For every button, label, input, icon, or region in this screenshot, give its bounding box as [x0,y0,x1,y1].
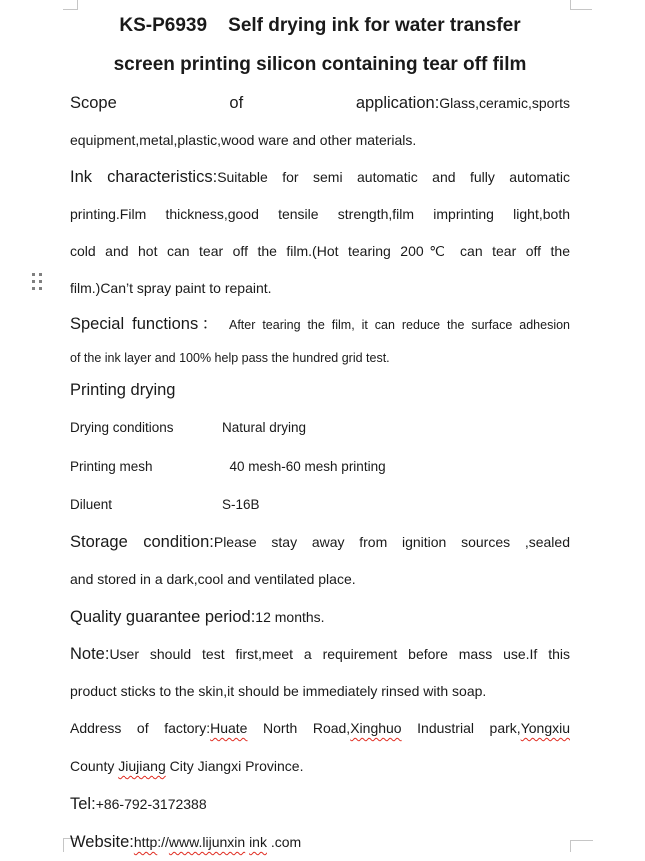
quality-guarantee-heading: Quality guarantee period: [70,608,256,626]
address-line-2 [70,747,570,785]
address-line2-prefix: County [70,758,115,774]
website-line [70,823,570,861]
ink-body-text-3: cold and hot can tear off the film.(Hot tearing 200℃ can tear off the [70,243,570,259]
drag-dot [32,273,35,276]
scope-body-text-2: equipment,metal,plastic,wood ware and other materials. [70,132,417,148]
note-body-text-1: User should test first,meet a requirement before mass use.If this [109,646,570,662]
special-functions-line-2 [70,343,570,372]
drag-dot [32,280,35,283]
drag-dot [39,287,42,290]
website-url-separator: :// [157,834,169,850]
address-heading: Address of factory: [70,720,211,736]
scope-heading-word-2: of [229,94,244,112]
address-segment-2: Industrial park, [417,720,521,736]
address-misspelled-word-1: Huate [210,720,248,736]
printing-drying-heading-text: Printing drying [70,381,176,399]
storage-condition-heading: Storage condition: [70,533,214,551]
storage-body-text-1: Please stay away from ignition sources ,sealed [213,534,570,550]
row-value: 40 mesh-60 mesh printing [222,459,386,474]
special-body-text-1: After tearing the film, it can reduce the surface adhesion [228,318,570,332]
address-misspelled-word-4: Jiujiang [118,758,166,774]
tel-line [70,785,570,823]
ink-characteristics-heading: Ink characteristics: [70,168,218,186]
ink-characteristics-line-4 [70,270,570,307]
storage-condition-line-2 [70,561,570,598]
ink-characteristics-line-2 [70,196,570,233]
printing-drying-heading [70,372,570,408]
note-heading: Note: [70,645,110,663]
scope-body-text: Glass,ceramic,sports [439,95,570,111]
address-segment-1: North Road, [263,720,351,736]
scope-heading-word-1: Scope [70,94,117,112]
website-url-tld: .com [270,834,302,850]
ink-body-text-2: printing.Film thickness,good tensile strength,film imprinting light,both [70,206,570,222]
doc-title-line-2: screen printing silicon containing tear off film [113,54,527,75]
row-label: Printing mesh [70,459,153,474]
paragraph-drag-handle-icon[interactable] [32,273,42,290]
drag-dot [32,287,35,290]
quality-guarantee-value: 12 months. [255,609,325,625]
note-line-2 [70,673,570,710]
ink-characteristics-line-1 [70,159,570,196]
table-row-diluent [70,486,570,523]
table-row-drying-conditions [70,408,570,447]
tel-number: +86-792-3172388 [95,796,207,812]
address-line-1 [70,710,570,747]
special-functions-line-1 [70,307,570,343]
doc-title-line-1: KS-P6939 Self drying ink for water transfer [119,15,521,36]
address-misspelled-word-3: Yongxiu [520,720,570,736]
website-url-domain: www.lijunxin [168,834,246,850]
quality-guarantee-line [70,598,570,636]
address-line2-suffix: City Jiangxi Province. [169,758,304,774]
ink-body-text-1: Suitable for semi automatic and fully automatic [217,169,570,185]
scope-of-application-line-1 [70,84,570,122]
website-url-ink: ink [249,834,267,850]
storage-body-text-2: and stored in a dark,cool and ventilated place. [70,571,356,587]
margin-crop-mark-bottom-right [570,840,593,852]
tel-heading: Tel: [70,795,96,813]
note-line-1 [70,636,570,673]
website-url-scheme: http [133,834,158,850]
row-value: S-16B [222,497,260,512]
drag-dot [39,273,42,276]
document-content [70,6,570,861]
ink-characteristics-line-3 [70,233,570,270]
row-label: Diluent [70,497,113,512]
scope-of-application-line-2 [70,122,570,159]
special-body-text-2: of the ink layer and 100% help pass the hundred grid test. [70,351,390,365]
scope-heading-word-3: application: [355,94,440,112]
website-heading: Website: [70,833,134,851]
margin-crop-mark-top-right [570,0,592,10]
drag-dot [39,280,42,283]
row-label: Drying conditions [70,420,174,435]
special-functions-heading: Special functions： [70,315,222,333]
table-row-printing-mesh [70,447,570,486]
address-misspelled-word-2: Xinghuo [350,720,402,736]
storage-condition-line-1 [70,523,570,561]
ink-body-text-4: film.)Can’t spray paint to repaint. [70,280,272,296]
row-value: Natural drying [222,420,307,435]
note-body-text-2: product sticks to the skin,it should be immediately rinsed with soap. [70,683,487,699]
